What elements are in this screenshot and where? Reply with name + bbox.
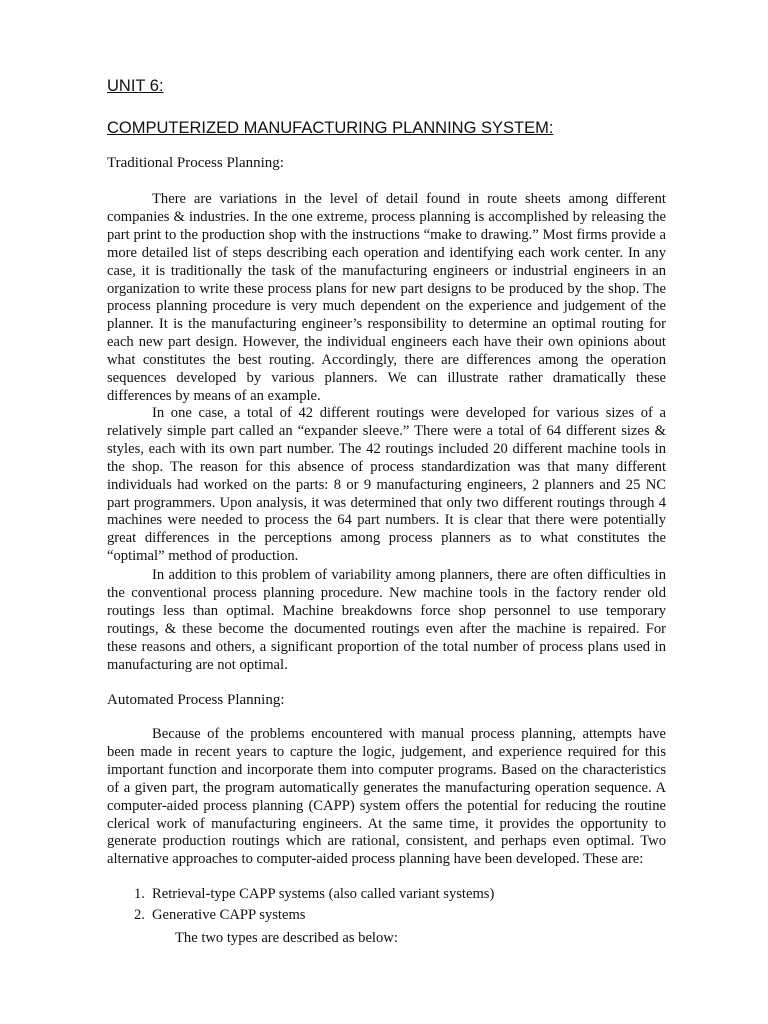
paragraph-automated-1: Because of the problems encountered with manual process planning, attempts have been made in recent years to capture the logic, judgement, and experience required for this important function and incorporate them into computer programs. Based on the characteristics of a given part, the program automatically generates the manufacturing operation sequence. A computer-aided process planning (CAPP) system offers the potential for reducing the routine clerical work of manufacturing engineers. At the same time, it provides the opportunity to generate production routings which are rational, consistent, and perhaps even optimal. Two alternative approaches to computer-aided process planning have been developed. These are: [107, 726, 666, 868]
paragraph-traditional-3: In addition to this problem of variability among planners, there are often difficulties in the conventional process planning procedure. New machine tools in the factory render old routings less than optimal. Machine breakdowns force shop personnel to use temporary routings, & these become the documented routings even after the machine is repaired. For these reasons and others, a significant proportion of the total number of process plans used in manufacturing are not optimal. [107, 567, 666, 673]
capp-types-list [107, 884, 666, 926]
list-item [107, 884, 666, 905]
list-item [107, 905, 666, 926]
paragraph-traditional-2: In one case, a total of 42 different routings were developed for various sizes of a relatively simple part called an “expander sleeve.” There were a total of 64 different sizes & styles, each with its own part number. The 42 routings included 20 different machine tools in the shop. The reason for this absence of process standardization was that many different individuals had worked on the parts: 8 or 9 manufacturing engineers, 2 planners and 25 NC part programmers. Upon analysis, it was determined that only two different routings through 4 machines were needed to process the 64 part numbers. It is clear that there were potentially great differences in the perceptions among process planners as to what constitutes the “optimal” method of production. [107, 405, 666, 565]
list-number: 1. [134, 886, 145, 902]
closing-line: The two types are described as below: [175, 930, 398, 946]
list-number: 2. [134, 907, 145, 923]
chapter-title: COMPUTERIZED MANUFACTURING PLANNING SYSTEM: [107, 119, 554, 137]
section-heading-automated: Automated Process Planning: [107, 692, 285, 708]
paragraph-traditional-1: There are variations in the level of detail found in route sheets among different companies & industries. In the one extreme, process planning is accomplished by releasing the part print to the production shop with the instructions “make to drawing.” Most firms provide a more detailed list of steps describing each operation and identifying each work center. In any case, it is traditionally the task of the manufacturing engineers or industrial engineers in an organization to write these process plans for new part designs to be produced by the shop. The process planning procedure is very much dependent on the experience and judgement of the planner. It is the manufacturing engineer’s responsibility to determine an optimal routing for each new part design. However, the individual engineers each have their own opinions about what constitutes the best routing. Accordingly, there are differences among the operation sequences developed by various planners. We can illustrate rather dramatically these differences by means of an example. [107, 191, 666, 404]
section-heading-traditional: Traditional Process Planning: [107, 155, 284, 171]
list-text: Retrieval-type CAPP systems (also called variant systems) [152, 886, 495, 902]
unit-heading: UNIT 6: [107, 77, 164, 95]
list-text: Generative CAPP systems [152, 907, 306, 923]
